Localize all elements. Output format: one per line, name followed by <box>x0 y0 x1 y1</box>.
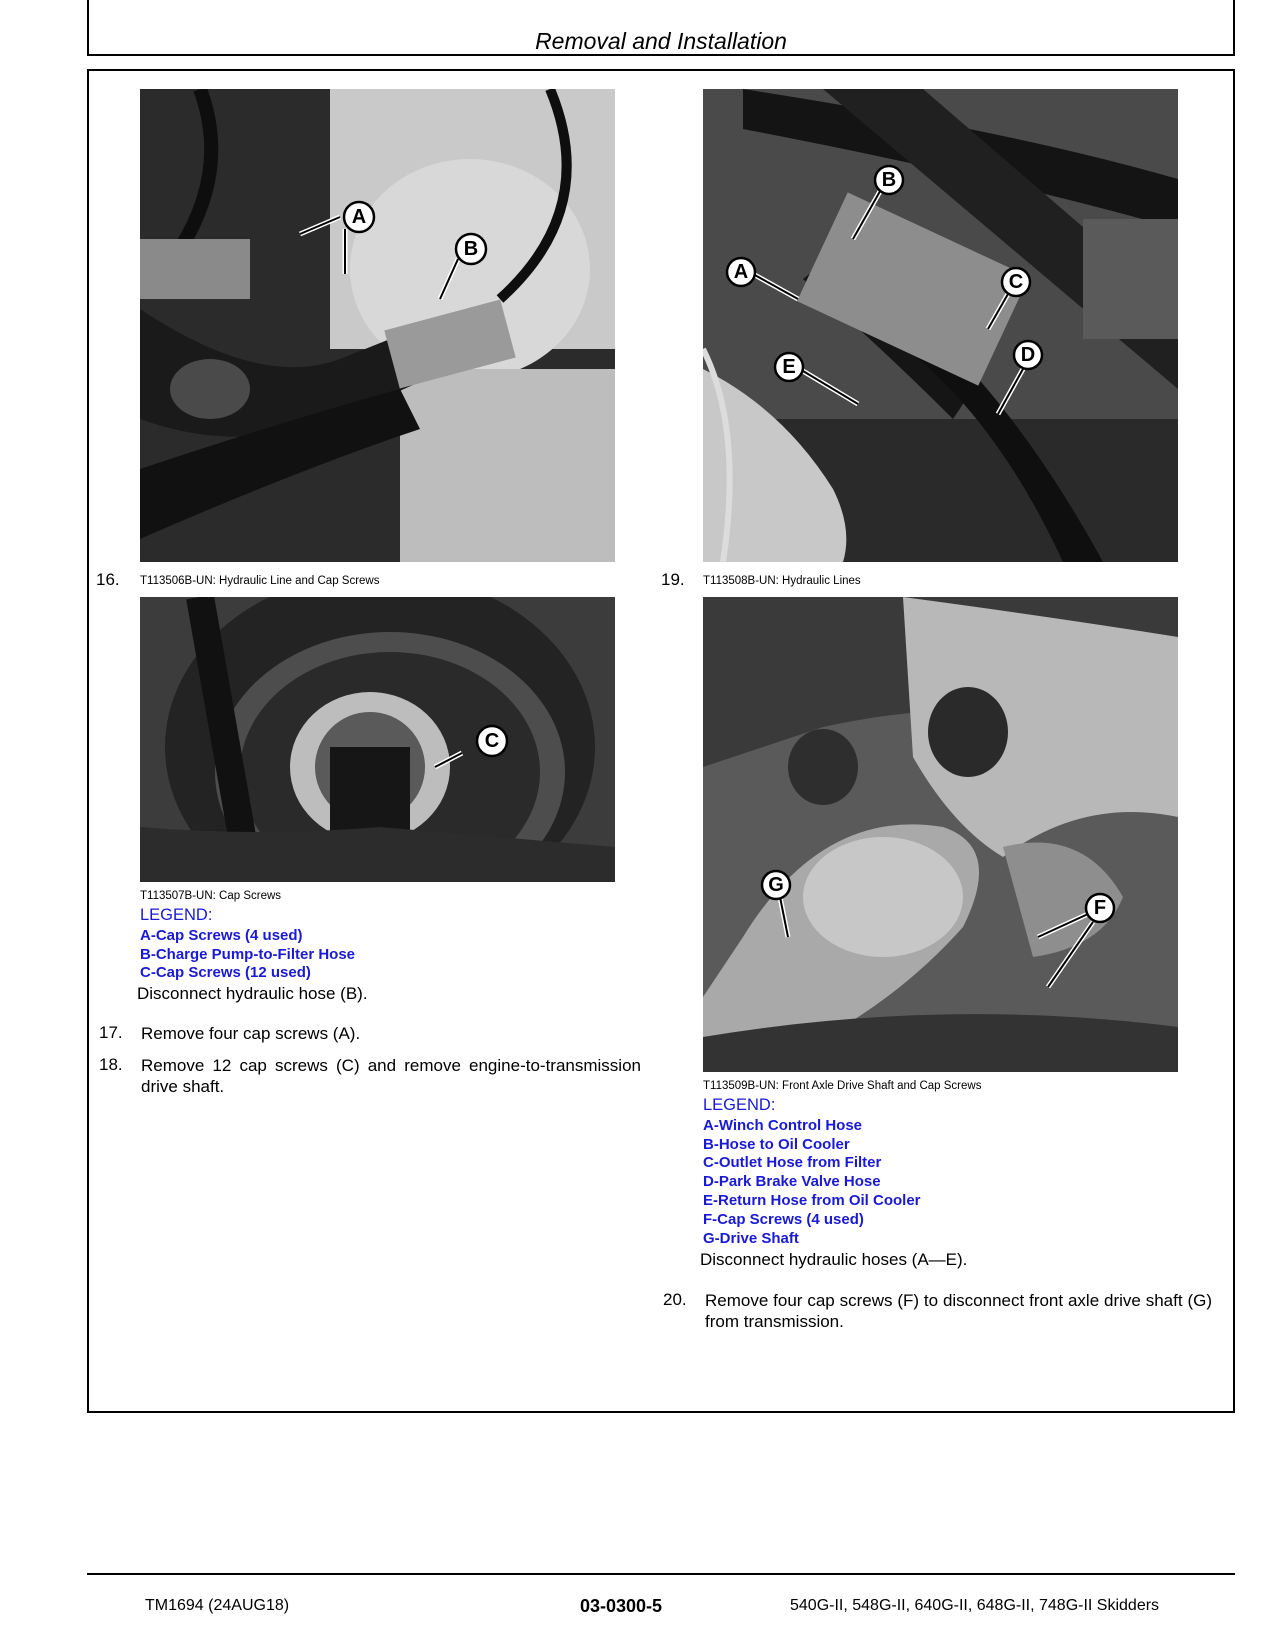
figure-caption: T113507B-UN: Cap Screws <box>140 890 282 902</box>
legend-item: G-Drive Shaft <box>703 1230 799 1247</box>
legend-item: F-Cap Screws (4 used) <box>703 1211 864 1228</box>
legend-item: E-Return Hose from Oil Cooler <box>703 1192 921 1209</box>
step-number-18: 18. <box>99 1055 123 1074</box>
legend-item: B-Hose to Oil Cooler <box>703 1136 850 1153</box>
photo-hydraulic-lines <box>703 89 1178 562</box>
svg-text:A: A <box>733 261 749 283</box>
svg-text:G: G <box>768 874 784 896</box>
section-title: Removal and Installation <box>535 28 787 54</box>
svg-text:D: D <box>1020 344 1036 366</box>
step-text-18: Remove 12 cap screws (C) and remove engine-to-transmission drive shaft. <box>141 1056 641 1096</box>
legend-item: C-Outlet Hose from Filter <box>703 1154 882 1171</box>
legend-title: LEGEND: <box>703 1096 776 1114</box>
legend-item: A-Cap Screws (4 used) <box>140 927 303 944</box>
photo-hydraulic-line-and-cap-screws <box>140 89 615 562</box>
page-number: 03-0300-5 <box>580 1596 663 1616</box>
figure-caption: T113506B-UN: Hydraulic Line and Cap Screws <box>140 575 380 587</box>
legend-title: LEGEND: <box>140 906 213 924</box>
svg-text:F: F <box>1093 897 1107 919</box>
figure-caption: T113508B-UN: Hydraulic Lines <box>703 575 861 587</box>
svg-text:A: A <box>351 206 367 228</box>
document-id: TM1694 (24AUG18) <box>145 1597 290 1614</box>
step-number-19: 19. <box>661 570 685 589</box>
step-text-20: Remove four cap screws (F) to disconnect front axle drive shaft (G) from transmission. <box>705 1291 1212 1331</box>
footer-rule <box>87 1573 1235 1575</box>
model-list: 540G-II, 548G-II, 640G-II, 648G-II, 748G-II Skidders <box>790 1597 1160 1614</box>
instruction-text: Disconnect hydraulic hoses (A—E). <box>700 1250 968 1269</box>
instruction-text: Disconnect hydraulic hose (B). <box>137 984 368 1003</box>
svg-text:B: B <box>881 169 897 191</box>
legend-item: A-Winch Control Hose <box>703 1117 863 1134</box>
photo-cap-screws <box>140 597 615 882</box>
header-box <box>87 0 1235 56</box>
step-text-17: Remove four cap screws (A). <box>141 1024 361 1043</box>
svg-text:C: C <box>1008 271 1024 293</box>
figure-caption: T113509B-UN: Front Axle Drive Shaft and Cap Screws <box>703 1080 982 1092</box>
legend-item: B-Charge Pump-to-Filter Hose <box>140 946 356 963</box>
step-number-20: 20. <box>663 1290 687 1309</box>
svg-text:B: B <box>463 238 479 260</box>
legend-item: C-Cap Screws (12 used) <box>140 964 311 981</box>
step-number-16: 16. <box>96 570 120 589</box>
svg-text:E: E <box>782 356 796 378</box>
step-number-17: 17. <box>99 1023 123 1042</box>
svg-text:C: C <box>484 730 500 752</box>
legend-item: D-Park Brake Valve Hose <box>703 1173 881 1190</box>
photo-front-axle-drive-shaft <box>703 597 1178 1072</box>
